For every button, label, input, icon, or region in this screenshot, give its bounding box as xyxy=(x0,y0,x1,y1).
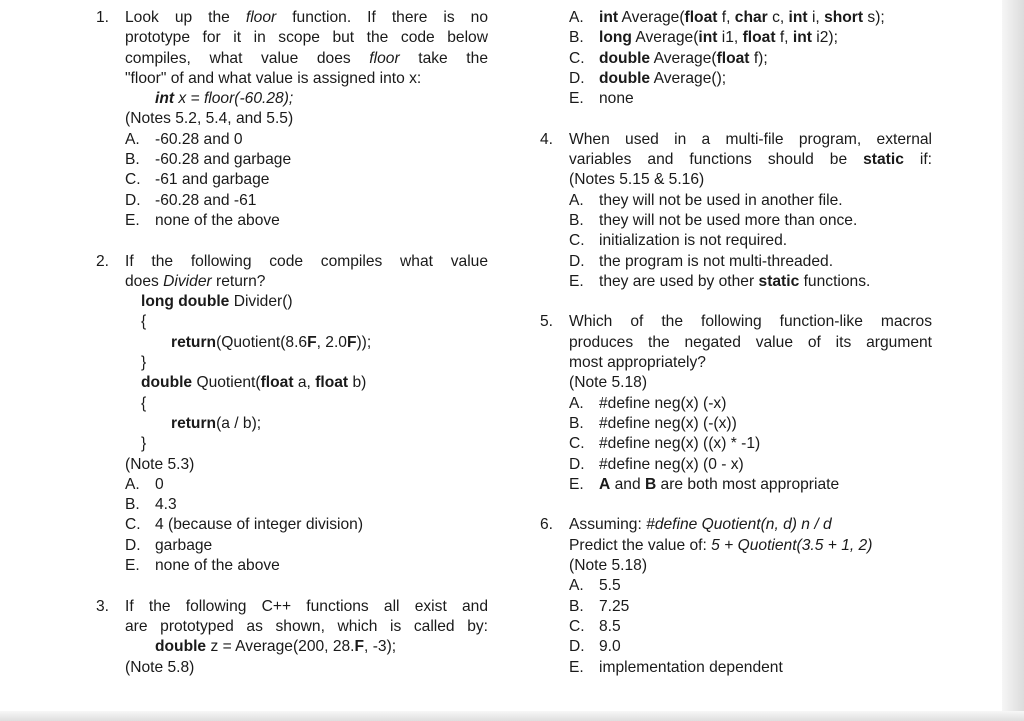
question-number: 5. xyxy=(540,313,554,331)
question-text-line: Look up the floor function. If there is no xyxy=(125,9,488,26)
option-d: D. double Average(); xyxy=(569,69,727,87)
code-line: } xyxy=(141,354,147,372)
question-number: 3. xyxy=(96,597,110,615)
option-e: E. A and B are both most appropriate xyxy=(569,475,840,493)
question-text-line: produces the negated value of its argument xyxy=(569,333,932,351)
option-c: C. double Average(float f); xyxy=(569,49,768,67)
page-edge-right xyxy=(1002,0,1024,721)
note-reference: (Note 5.18) xyxy=(569,374,648,392)
question-text-line: most appropriately? xyxy=(569,354,706,372)
question-number: 1. xyxy=(96,9,110,26)
code-line: long double Divider() xyxy=(141,293,293,311)
note-reference: (Note 5.3) xyxy=(125,455,195,473)
option-a: A. int Average(float f, char c, int i, short s); xyxy=(569,9,885,26)
option-e: E. they are used by other static functions. xyxy=(569,272,871,290)
option-a: A. 5.5 xyxy=(569,577,621,595)
code-line: } xyxy=(141,435,147,453)
question-text-line: does Divider return? xyxy=(125,272,266,290)
option-b: B. 4.3 xyxy=(125,496,177,514)
question-1 xyxy=(96,8,488,231)
option-e: E. none of the above xyxy=(125,557,280,575)
option-d: D. the program is not multi-threaded. xyxy=(569,252,834,270)
note-reference: (Notes 5.2, 5.4, and 5.5) xyxy=(125,110,294,128)
code-line: double Quotient(float a, float b) xyxy=(141,374,367,392)
question-text-line: Assuming: #define Quotient(n, d) n / d xyxy=(569,516,832,534)
option-b: B. #define neg(x) (-(x)) xyxy=(569,414,737,432)
question-3 xyxy=(96,597,488,678)
code-line: { xyxy=(141,394,147,412)
option-e: E. none of the above xyxy=(125,211,280,229)
option-d: D. -60.28 and -61 xyxy=(125,191,257,209)
question-text-line: "floor" of and what value is assigned into x: xyxy=(125,69,422,87)
question-text-line: Which of the following function-like macros xyxy=(569,313,932,331)
left-column xyxy=(96,8,488,678)
question-6 xyxy=(540,515,932,677)
option-a: A. #define neg(x) (-x) xyxy=(569,394,727,412)
question-text-line: If the following code compiles what value xyxy=(125,252,488,270)
question-2 xyxy=(96,252,488,577)
option-a: A. they will not be used in another file. xyxy=(569,191,843,209)
option-b: B. they will not be used more than once. xyxy=(569,211,858,229)
question-number: 6. xyxy=(540,516,554,534)
option-c: C. #define neg(x) ((x) * -1) xyxy=(569,435,761,453)
question-text-line: Predict the value of: 5 + Quotient(3.5 + 1, 2) xyxy=(569,536,873,554)
option-e: E. none xyxy=(569,90,634,108)
question-5 xyxy=(540,312,932,495)
option-c: C. -61 and garbage xyxy=(125,171,270,189)
option-b: B. long Average(int i1, float f, int i2); xyxy=(569,29,838,47)
question-text-line: are prototyped as shown, which is called by: xyxy=(125,617,488,635)
option-d: D. 9.0 xyxy=(569,638,621,656)
code-line: double z = Average(200, 28.F, -3); xyxy=(155,638,397,656)
code-line: return(a / b); xyxy=(171,414,262,432)
question-number: 2. xyxy=(96,252,110,270)
code-line: return(Quotient(8.6F, 2.0F)); xyxy=(171,333,372,351)
option-a: A. -60.28 and 0 xyxy=(125,130,243,148)
page-edge-bottom xyxy=(0,711,1024,721)
question-4 xyxy=(540,130,932,292)
option-d: D. #define neg(x) (0 - x) xyxy=(569,455,744,473)
option-a: A. 0 xyxy=(125,475,164,493)
code-line: { xyxy=(141,313,147,331)
code-line: int x = floor(-60.28); xyxy=(155,90,294,108)
question-text-line: compiles, what value does floor take the xyxy=(125,49,488,67)
question-3-options xyxy=(540,8,932,109)
question-text-line: When used in a multi-file program, external xyxy=(569,130,932,148)
option-e: E. implementation dependent xyxy=(569,658,783,676)
question-text-line: prototype for it in scope but the code below xyxy=(125,29,488,47)
question-text-line: variables and functions should be static if: xyxy=(569,151,933,169)
option-c: C. 4 (because of integer division) xyxy=(125,516,364,534)
option-d: D. garbage xyxy=(125,536,213,554)
option-c: C. 8.5 xyxy=(569,617,621,635)
question-number: 4. xyxy=(540,130,554,148)
option-c: C. initialization is not required. xyxy=(569,232,788,250)
note-reference: (Notes 5.15 & 5.16) xyxy=(569,171,705,189)
right-column xyxy=(540,8,932,678)
option-b: B. -60.28 and garbage xyxy=(125,151,292,169)
note-reference: (Note 5.18) xyxy=(569,557,648,575)
note-reference: (Note 5.8) xyxy=(125,658,195,676)
option-b: B. 7.25 xyxy=(569,597,630,615)
question-text-line: If the following C++ functions all exist and xyxy=(125,597,488,615)
